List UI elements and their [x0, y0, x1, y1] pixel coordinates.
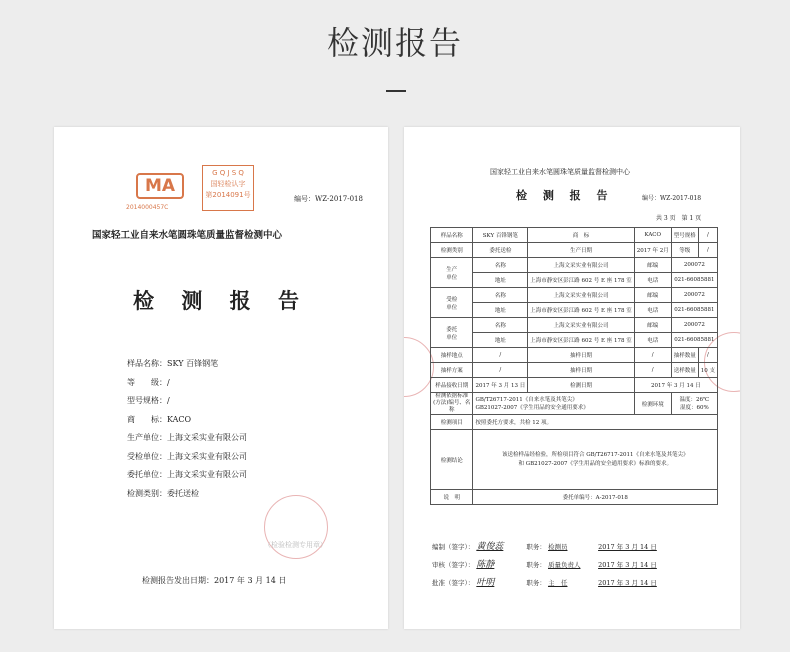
table-cell: 2017 年 3 月 13 日 — [473, 378, 528, 393]
ma-certification-number: 2014000457C — [126, 204, 169, 211]
table-cell: 邮编 — [634, 258, 671, 273]
table-cell: 200072 — [671, 288, 717, 303]
issue-date: 检测报告发出日期：2017 年 3 月 14 日 — [142, 576, 287, 585]
table-cell: 邮编 — [634, 318, 671, 333]
table-cell: 等级 — [671, 243, 698, 258]
table-cell: 上海市静安区彭江路 602 号 E 座 178 室 — [528, 273, 635, 288]
standard-line-2: GB21027-2007《学生用品的安全通用要求》 — [475, 404, 589, 411]
table-row — [431, 430, 718, 490]
table-row — [431, 393, 718, 415]
handwritten-signature: 黄俊蕊 — [476, 542, 504, 552]
table-row — [431, 348, 718, 363]
table-cell: 电话 — [634, 303, 671, 318]
table-cell: 上海市静安区彭江路 602 号 E 座 178 室 — [528, 303, 635, 318]
table-cell: 上海文采实业有限公司 — [528, 318, 635, 333]
table-cell: 委托单编号：A-2017-018 — [473, 490, 718, 505]
sig-date: 2017 年 3 月 14 日 — [598, 543, 657, 551]
table-cell: 检测结论 — [431, 430, 473, 490]
table-cell: 地址 — [473, 333, 528, 348]
table-cell: 送样数量 — [671, 363, 698, 378]
ma-certification-logo: MA — [136, 173, 184, 199]
table-cell: / — [634, 363, 671, 378]
table-cell: 型号规格 — [671, 228, 698, 243]
table-cell: 抽样数量 — [671, 348, 698, 363]
table-cell: / — [698, 243, 717, 258]
table-cell: 地址 — [473, 303, 528, 318]
report-number: 编号：WZ-2017-018 — [642, 195, 702, 202]
table-cell: 检测环境 — [634, 393, 671, 415]
table-row — [431, 415, 718, 430]
table-cell: 检测日期 — [528, 378, 635, 393]
page-title: 检测报告 — [326, 24, 463, 62]
table-cell: KACO — [634, 228, 671, 243]
sig-title-label: 职务： — [526, 579, 546, 587]
table-cell: 委托送检 — [473, 243, 528, 258]
sig-title: 主 任 — [547, 579, 568, 587]
table-cell: 样品名称 — [431, 228, 473, 243]
table-cell: 抽样日期 — [528, 348, 635, 363]
report-number: 编号：WZ-2017-018 — [294, 195, 363, 203]
table-row — [431, 288, 718, 303]
sig-role: 编制（签字）： — [432, 543, 475, 551]
table-cell: 生产日期 — [528, 243, 635, 258]
cell-text: 单位 — [446, 304, 458, 311]
sample-info-fields — [127, 355, 247, 503]
sig-title: 检测员 — [547, 543, 568, 551]
table-cell: 按照委托方要求，共检 12 项。 — [473, 415, 718, 430]
table-row — [431, 243, 718, 258]
cell-text: 委托 — [446, 326, 458, 333]
table-row — [431, 378, 718, 393]
humidity: 湿度：60% — [680, 404, 709, 411]
table-cell: 021-66085881 — [671, 333, 717, 348]
table-cell: 商 标 — [528, 228, 635, 243]
table-row — [431, 228, 718, 243]
sig-date: 2017 年 3 月 14 日 — [598, 579, 657, 587]
signature-row — [432, 575, 657, 588]
table-cell: 021-66085881 — [671, 273, 717, 288]
field-inspected-unit: 受检单位：上海文采实业有限公司 — [127, 451, 247, 461]
table-cell: 电话 — [634, 333, 671, 348]
table-cell: 200072 — [671, 258, 717, 273]
stamp-line-3: 第2014091号 — [205, 191, 251, 199]
table-cell: 上海文采实业有限公司 — [528, 258, 635, 273]
standard-line-1: GB/T26717-2011《自来水笔及其笔尖》 — [475, 396, 578, 403]
document-title: 检 测 报 告 — [516, 189, 614, 202]
signature-row — [432, 539, 657, 552]
table-cell: 电话 — [634, 273, 671, 288]
table-cell: 检测依据标准(方法)编号、名称 — [431, 393, 473, 415]
table-cell: 名称 — [473, 258, 528, 273]
table-cell — [473, 393, 634, 415]
table-cell: 021-66085881 — [671, 303, 717, 318]
sig-title-label: 职务： — [526, 543, 546, 551]
table-cell: / — [473, 363, 528, 378]
table-row — [431, 333, 718, 348]
cell-text: 单位 — [446, 274, 458, 281]
table-cell: 10 支 — [698, 363, 717, 378]
table-cell — [431, 288, 473, 318]
table-cell: / — [473, 348, 528, 363]
conclusion-line-1: 该送检样品经检验，所检项目符合 GB/T26717-2011《自来水笔及其笔尖》 — [501, 451, 689, 458]
table-row — [431, 258, 718, 273]
table-row — [431, 273, 718, 288]
sig-title: 质量负责人 — [547, 561, 581, 569]
conclusion-line-2: 和 GB21027-2007《学生用品的安全通用要求》标准的要求。 — [518, 460, 672, 467]
table-cell: 抽样日期 — [528, 363, 635, 378]
sig-role: 审核（签字）： — [432, 561, 475, 569]
sig-date: 2017 年 3 月 14 日 — [598, 561, 657, 569]
table-cell: / — [634, 348, 671, 363]
table-row — [431, 303, 718, 318]
table-cell — [671, 393, 717, 415]
table-cell: 邮编 — [634, 288, 671, 303]
handwritten-signature: 陈静 — [476, 560, 495, 570]
field-model: 型号规格：/ — [127, 396, 170, 405]
table-cell: 200072 — [671, 318, 717, 333]
table-cell: 检测类别 — [431, 243, 473, 258]
table-cell: 上海文采实业有限公司 — [528, 288, 635, 303]
table-cell: / — [698, 228, 717, 243]
table-cell: 名称 — [473, 288, 528, 303]
field-test-category: 检测类别：委托送检 — [127, 488, 199, 498]
temperature: 温度：26℃ — [679, 396, 710, 403]
table-row — [431, 363, 718, 378]
cell-text: 生产 — [446, 266, 458, 273]
table-cell — [431, 318, 473, 348]
title-divider — [386, 90, 406, 92]
stamp-line-1: G Q J S Q — [212, 169, 244, 177]
table-cell: 抽样方案 — [431, 363, 473, 378]
document-title: 检 测 报 告 — [133, 288, 309, 313]
table-cell: 样品接收日期 — [431, 378, 473, 393]
test-data-table — [430, 227, 718, 505]
seal-note: （检验检测专用章） — [264, 541, 327, 549]
table-row — [431, 318, 718, 333]
sig-title-label: 职务： — [526, 561, 546, 569]
field-manufacturer: 生产单位：上海文采实业有限公司 — [127, 433, 247, 442]
field-grade: 等 级：/ — [127, 377, 170, 387]
table-cell: 2017 年 2月 — [634, 243, 671, 258]
handwritten-signature: 叶明 — [476, 578, 495, 588]
field-client-unit: 委托单位：上海文采实业有限公司 — [127, 470, 247, 479]
table-cell: 地址 — [473, 273, 528, 288]
cell-text: 单位 — [446, 334, 458, 341]
table-cell: 抽样地点 — [431, 348, 473, 363]
stamp-line-2: 国轻检认字 — [210, 180, 246, 188]
field-trademark: 商 标：KACO — [127, 414, 192, 424]
table-cell: SKY 百锋钢笔 — [473, 228, 528, 243]
page-info: 共 3 页 第 1 页 — [656, 215, 702, 222]
cell-text: 受检 — [446, 296, 458, 303]
organization-name: 国家轻工业自来水笔圆珠笔质量监督检测中心 — [92, 230, 283, 241]
table-cell: 说 明 — [431, 490, 473, 505]
table-cell: / — [698, 348, 717, 363]
table-row — [431, 490, 718, 505]
table-cell — [431, 258, 473, 288]
field-sample-name: 样品名称：SKY 百锋钢笔 — [127, 359, 219, 368]
table-cell: 名称 — [473, 318, 528, 333]
report-cover-page — [54, 127, 388, 629]
table-cell — [473, 430, 718, 490]
table-cell: 检测项目 — [431, 415, 473, 430]
table-cell: 2017 年 3 月 14 日 — [634, 378, 717, 393]
sig-role: 批准（签字）： — [432, 579, 475, 587]
organization-name: 国家轻工业自来水笔圆珠笔质量监督检测中心 — [490, 168, 630, 176]
signature-row — [432, 557, 657, 570]
report-detail-page — [404, 127, 740, 629]
gqjsq-certification-stamp — [202, 165, 254, 211]
table-cell: 上海市静安区彭江路 602 号 E 座 178 室 — [528, 333, 635, 348]
